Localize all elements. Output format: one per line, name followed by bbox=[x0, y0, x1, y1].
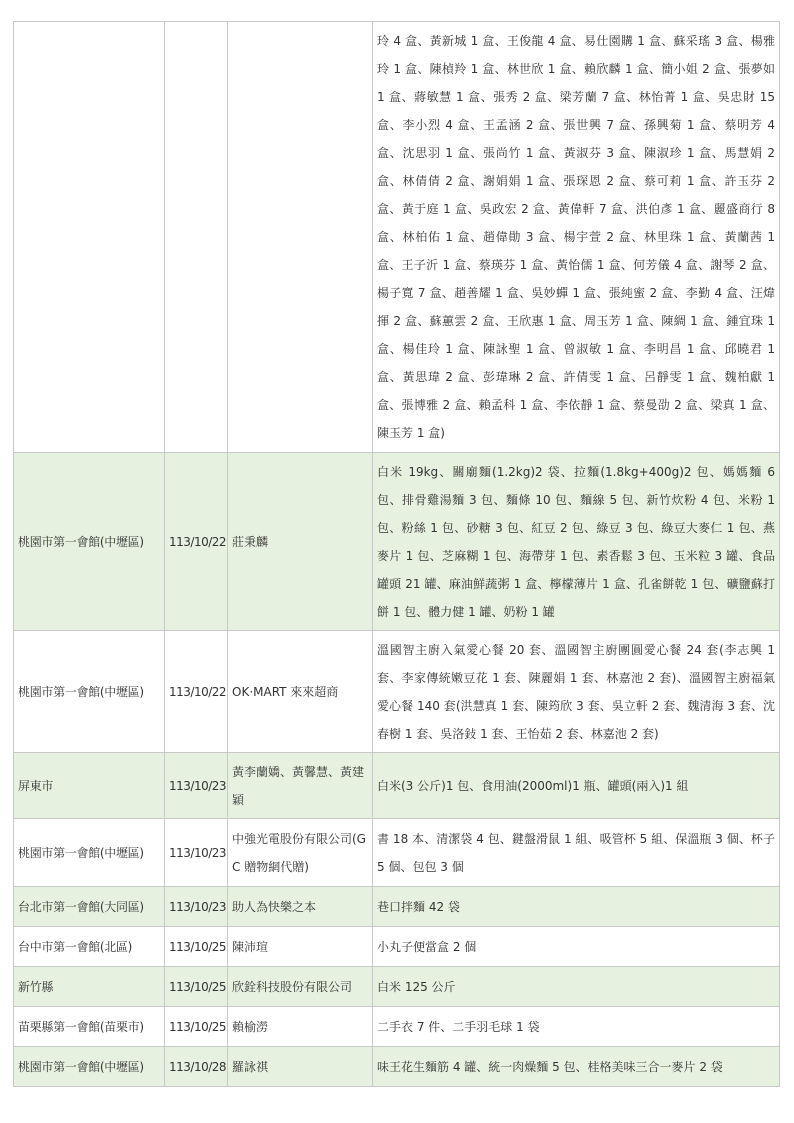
org-cell: 苗栗縣第一會館(苗栗市) bbox=[14, 1007, 165, 1047]
table-row bbox=[14, 927, 780, 967]
org-cell: 新竹縣 bbox=[14, 967, 165, 1007]
org-cell: 台北市第一會館(大同區) bbox=[14, 887, 165, 927]
org-cell: 桃園市第一會館(中壢區) bbox=[14, 1047, 165, 1087]
donation-table-body bbox=[14, 22, 780, 1087]
org-cell bbox=[14, 22, 165, 453]
date-cell: 113/10/22 bbox=[165, 631, 228, 753]
donor-cell: 助人為快樂之本 bbox=[228, 887, 373, 927]
org-cell: 桃園市第一會館(中壢區) bbox=[14, 819, 165, 887]
table-row bbox=[14, 1047, 780, 1087]
donor-cell: 陳沛瑄 bbox=[228, 927, 373, 967]
donor-cell: 黃李蘭嬌、黃馨慧、黃建穎 bbox=[228, 753, 373, 819]
table-row bbox=[14, 819, 780, 887]
items-cell: 書 18 本、清潔袋 4 包、鍵盤滑鼠 1 組、吸管杯 5 組、保溫瓶 3 個、杯子 5 個、包包 3 個 bbox=[373, 819, 780, 887]
date-cell: 113/10/23 bbox=[165, 819, 228, 887]
table-row bbox=[14, 631, 780, 753]
items-cell: 味王花生麵筋 4 罐、統一肉燥麵 5 包、桂格美味三合一麥片 2 袋 bbox=[373, 1047, 780, 1087]
org-cell: 桃園市第一會館(中壢區) bbox=[14, 631, 165, 753]
org-cell: 屏東市 bbox=[14, 753, 165, 819]
org-cell: 桃園市第一會館(中壢區) bbox=[14, 453, 165, 631]
items-cell: 巷口拌麵 42 袋 bbox=[373, 887, 780, 927]
date-cell: 113/10/28 bbox=[165, 1047, 228, 1087]
date-cell bbox=[165, 22, 228, 453]
donor-cell bbox=[228, 22, 373, 453]
table-row bbox=[14, 967, 780, 1007]
donor-cell: 羅詠祺 bbox=[228, 1047, 373, 1087]
items-cell: 玲 4 盒、黃新城 1 盒、王俊龍 4 盒、易仕園購 1 盒、蘇采瑤 3 盒、楊雅玲 1 盒、陳楨羚 1 盒、林世欣 1 盒、賴欣麟 1 盒、簡小姐 2 盒、張夢如 1 盒、蔣敏慧 1 盒、張秀 2 盒、梁芳蘭 7 盒、林怡菁 1 盒、吳忠財 15 盒、李小烈 4 盒、王孟涵 2 盒、張世興 7 盒、孫興菊 1 盒、蔡明芳 4 盒、沈思羽 1 盒、張尚竹 1 盒、黃淑芬 3 盒、陳淑珍 1 盒、馬慧娟 2 盒、林倩倩 2 盒、謝娟娟 1 盒、張琛恩 2 盒、蔡可莉 1 盒、許玉芬 2 盒、黃于庭 1 盒、吳政宏 2 盒、黃偉軒 7 盒、洪伯彥 1 盒、麗盛商行 8 盒、林柏佑 1 盒、趙偉勛 3 盒、楊宇萱 2 盒、林里珠 1 盒、黃蘭茜 1 盒、王子沂 1 盒、蔡瑛芬 1 盒、黃怡儒 1 盒、何芳儀 4 盒、謝琴 2 盒、楊子寬 7 盒、趙善耀 1 盒、吳妙蟬 1 盒、張純蜜 2 盒、李勤 4 盒、汪煒揮 2 盒、蘇蕙雲 2 盒、王欣惠 1 盒、周玉芳 1 盒、陳綢 1 盒、鍾宜珠 1 盒、楊佳玲 1 盒、陳詠聖 1 盒、曾淑敏 1 盒、李明昌 1 盒、邱曉君 1 盒、黃思瑋 2 盒、彭瑋琳 2 盒、許倩雯 1 盒、呂靜雯 1 盒、魏柏獻 1 盒、張博雅 2 盒、賴孟科 1 盒、李依靜 1 盒、蔡曼劭 2 盒、梁真 1 盒、陳玉芳 1 盒) bbox=[373, 22, 780, 453]
donor-cell: OK·MART 來來超商 bbox=[228, 631, 373, 753]
donor-cell: 賴榆澇 bbox=[228, 1007, 373, 1047]
items-cell: 白米(3 公斤)1 包、食用油(2000ml)1 瓶、罐頭(兩入)1 組 bbox=[373, 753, 780, 819]
items-cell: 白米 19kg、關廟麵(1.2kg)2 袋、拉麵(1.8kg+400g)2 包、媽媽麵 6 包、排骨雞湯麵 3 包、麵條 10 包、麵線 5 包、新竹炊粉 4 包、米粉 1 包、粉絲 1 包、砂糖 3 包、紅豆 2 包、綠豆 3 包、綠豆大麥仁 1 包、燕麥片 1 包、芝麻糊 1 包、海帶芽 1 包、素香鬆 3 包、玉米粒 3 罐、食品罐頭 21 罐、麻油鮮蔬粥 1 盒、檸檬薄片 1 盒、孔雀餅乾 1 包、礦鹽蘇打餅 1 包、體力健 1 罐、奶粉 1 罐 bbox=[373, 453, 780, 631]
table-row bbox=[14, 753, 780, 819]
donation-table bbox=[13, 21, 780, 1087]
table-row bbox=[14, 1007, 780, 1047]
date-cell: 113/10/22 bbox=[165, 453, 228, 631]
items-cell: 二手衣 7 件、二手羽毛球 1 袋 bbox=[373, 1007, 780, 1047]
date-cell: 113/10/25 bbox=[165, 1007, 228, 1047]
org-cell: 台中市第一會館(北區) bbox=[14, 927, 165, 967]
donor-cell: 莊秉麟 bbox=[228, 453, 373, 631]
table-row bbox=[14, 887, 780, 927]
items-cell: 白米 125 公斤 bbox=[373, 967, 780, 1007]
date-cell: 113/10/23 bbox=[165, 753, 228, 819]
table-row bbox=[14, 453, 780, 631]
date-cell: 113/10/23 bbox=[165, 887, 228, 927]
items-cell: 溫國智主廚入氣愛心餐 20 套、溫國智主廚團圓愛心餐 24 套(李志興 1 套、李家傳統嫩豆花 1 套、陳麗娟 1 套、林嘉池 2 套)、溫國智主廚福氣愛心餐 140 套(洪慧真 1 套、陳筠欣 3 套、吳立軒 2 套、魏清海 3 套、沈春樹 1 套、吳洛鈙 1 套、王怡茹 2 套、林嘉池 2 套) bbox=[373, 631, 780, 753]
table-row bbox=[14, 22, 780, 453]
date-cell: 113/10/25 bbox=[165, 927, 228, 967]
donor-cell: 欣銓科技股份有限公司 bbox=[228, 967, 373, 1007]
donor-cell: 中強光電股份有限公司(GC 贈物網代贈) bbox=[228, 819, 373, 887]
date-cell: 113/10/25 bbox=[165, 967, 228, 1007]
items-cell: 小丸子便當盒 2 個 bbox=[373, 927, 780, 967]
